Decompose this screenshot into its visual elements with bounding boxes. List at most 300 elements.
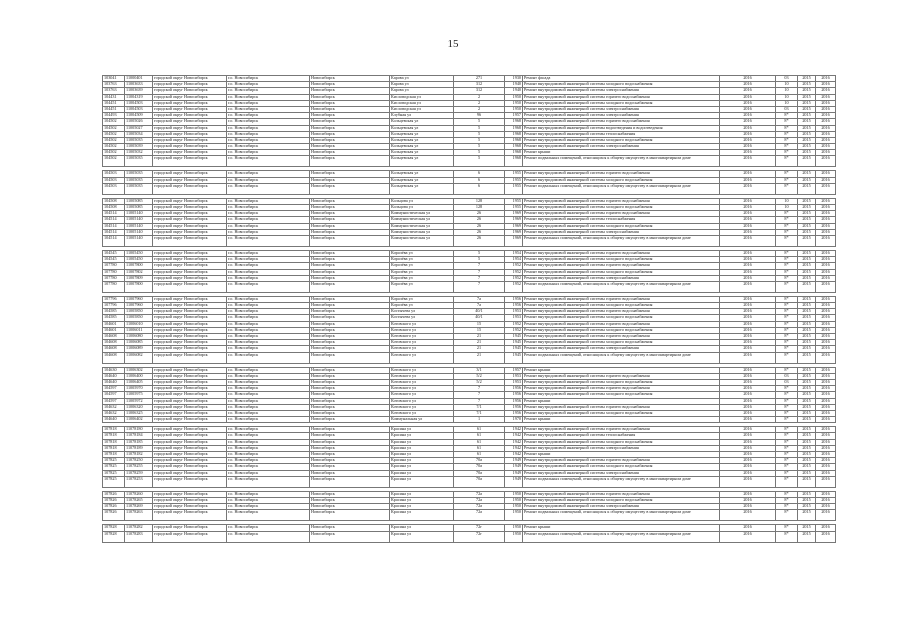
cell-house-id: 104503 xyxy=(103,177,125,183)
cell-start-year: 2015 xyxy=(798,171,816,177)
cell-street-name: Коммунистическая ул xyxy=(390,223,454,229)
cell-house-number: 72г xyxy=(454,525,505,531)
cell-work-code: 8* xyxy=(776,334,798,340)
cell-start-year: 2015 xyxy=(798,392,816,398)
cell-city-name: Новосибирск xyxy=(310,433,390,439)
cell-end-year: 2016 xyxy=(816,340,836,346)
cell-district-name: городской округ Новосибирск xyxy=(153,427,227,433)
cell-work-id: 11005035 xyxy=(125,137,153,143)
cell-work-id: 11005035 xyxy=(125,177,153,183)
cell-work-code: 8* xyxy=(776,445,798,451)
cell-street-name: Котовского ул xyxy=(390,373,454,379)
cell-work-id: 11006080 xyxy=(125,334,153,340)
cell-start-year: 2015 xyxy=(798,386,816,392)
cell-work-type: Ремонт крыши xyxy=(523,525,720,531)
cell-street-name: Коммунистическая ул xyxy=(390,229,454,235)
cell-work-code: 03 xyxy=(776,379,798,385)
cell-city-name: Новосибирск xyxy=(310,417,390,423)
cell-municipality-name: г.о. Новосибирск xyxy=(227,119,310,125)
cell-start-year: 2015 xyxy=(798,346,816,352)
cell-street-name: Котовского ул xyxy=(390,340,454,346)
cell-work-type: Ремонт внутридомовой инженерной системы горячего водоснабжения xyxy=(523,296,720,302)
cell-start-year: 2015 xyxy=(798,433,816,439)
cell-plan-year: 2016 xyxy=(720,340,776,346)
cell-plan-year: 2016 xyxy=(720,113,776,119)
cell-work-code: 8* xyxy=(776,386,798,392)
cell-municipality-name: г.о. Новосибирск xyxy=(227,327,310,333)
cell-start-year: 2015 xyxy=(798,156,816,167)
cell-work-code: 10 xyxy=(776,198,798,204)
cell-start-year: 2015 xyxy=(798,150,816,156)
cell-build-year: 1952 xyxy=(505,269,523,275)
cell-work-type: Ремонт внутридомовой инженерной системы горячего водоснабжения xyxy=(523,171,720,177)
cell-work-code: 8* xyxy=(776,269,798,275)
cell-work-id: 11078265 xyxy=(125,497,153,503)
cell-house-id: 107826 xyxy=(103,491,125,497)
cell-district-name: городской округ Новосибирск xyxy=(153,346,227,352)
cell-house-id: 104608 xyxy=(103,334,125,340)
cell-street-name: Котовского ул xyxy=(390,334,454,340)
cell-municipality-name: г.о. Новосибирск xyxy=(227,531,310,542)
cell-district-name: городской округ Новосибирск xyxy=(153,106,227,112)
cell-plan-year: 2016 xyxy=(720,504,776,510)
cell-work-code: 8* xyxy=(776,491,798,497)
cell-work-id: 11006302 xyxy=(125,367,153,373)
cell-house-id: 104630 xyxy=(103,367,125,373)
cell-work-id: 11005975 xyxy=(125,392,153,398)
cell-start-year: 2015 xyxy=(798,410,816,416)
cell-municipality-name: г.о. Новосибирск xyxy=(227,235,310,246)
cell-work-type: Ремонт подвальных помещений, относящихся к общему имуществу в многоквартирном доме xyxy=(523,510,720,521)
cell-district-name: городской округ Новосибирск xyxy=(153,171,227,177)
cell-house-id: 104451 xyxy=(103,100,125,106)
cell-city-name: Новосибирск xyxy=(310,183,390,194)
cell-city-name: Новосибирск xyxy=(310,205,390,211)
cell-street-name: Котовского ул xyxy=(390,404,454,410)
cell-work-id: 11006325 xyxy=(125,410,153,416)
cell-street-name: Королёва ул xyxy=(390,250,454,256)
cell-work-id: 11004503 xyxy=(125,100,153,106)
cell-house-number: 7/1 xyxy=(454,404,505,410)
cell-end-year: 2016 xyxy=(816,263,836,269)
cell-start-year: 2015 xyxy=(798,183,816,194)
cell-district-name: городской округ Новосибирск xyxy=(153,392,227,398)
cell-plan-year: 2016 xyxy=(720,76,776,82)
cell-plan-year: 2016 xyxy=(720,334,776,340)
cell-work-type: Ремонт внутридомовой инженерной системы холодного водоснабжения xyxy=(523,379,720,385)
cell-municipality-name: г.о. Новосибирск xyxy=(227,94,310,100)
cell-city-name: Новосибирск xyxy=(310,263,390,269)
cell-house-id: 107780 xyxy=(103,275,125,281)
cell-end-year: 2016 xyxy=(816,137,836,143)
cell-work-type: Ремонт внутридомовой инженерной системы горячего водоснабжения xyxy=(523,250,720,256)
cell-house-number: 26 xyxy=(454,217,505,223)
table-row xyxy=(103,281,836,292)
cell-end-year: 2016 xyxy=(816,417,836,423)
cell-house-id: 103041 xyxy=(103,76,125,82)
cell-district-name: городской округ Новосибирск xyxy=(153,94,227,100)
cell-work-type: Ремонт внутридомовой инженерной системы холодного водоснабжения xyxy=(523,303,720,309)
cell-work-code: 8* xyxy=(776,404,798,410)
cell-build-year: 1950 xyxy=(505,106,523,112)
cell-plan-year: 2016 xyxy=(720,386,776,392)
cell-city-name: Новосибирск xyxy=(310,439,390,445)
cell-work-type: Ремонт внутридомовой инженерной системы холодного водоснабжения xyxy=(523,327,720,333)
cell-work-code: 8* xyxy=(776,417,798,423)
cell-city-name: Новосибирск xyxy=(310,275,390,281)
cell-build-year: 1950 xyxy=(505,531,523,542)
cell-house-number: 26 xyxy=(454,211,505,217)
cell-city-name: Новосибирск xyxy=(310,504,390,510)
cell-work-id: 11007809 xyxy=(125,275,153,281)
cell-district-name: городской округ Новосибирск xyxy=(153,417,227,423)
cell-street-name: Котовского ул xyxy=(390,367,454,373)
cell-build-year: 1940 xyxy=(505,88,523,94)
cell-start-year: 2015 xyxy=(798,88,816,94)
table-row xyxy=(103,531,836,542)
cell-city-name: Новосибирск xyxy=(310,464,390,470)
cell-house-id: 104502 xyxy=(103,125,125,131)
cell-work-code: 8* xyxy=(776,398,798,404)
cell-house-id: 107826 xyxy=(103,510,125,521)
cell-district-name: городской округ Новосибирск xyxy=(153,470,227,476)
cell-work-code: 8* xyxy=(776,275,798,281)
cell-work-type: Ремонт подвальных помещений, относящихся к общему имуществу в многоквартирном доме xyxy=(523,235,720,246)
cell-house-number: 5 xyxy=(454,144,505,150)
cell-street-name: Кисловодская ул xyxy=(390,100,454,106)
cell-start-year: 2015 xyxy=(798,263,816,269)
cell-build-year: 1969 xyxy=(505,235,523,246)
cell-municipality-name: г.о. Новосибирск xyxy=(227,156,310,167)
cell-city-name: Новосибирск xyxy=(310,76,390,82)
cell-house-number: 5 xyxy=(454,150,505,156)
cell-house-id: 104514 xyxy=(103,211,125,217)
table-row xyxy=(103,476,836,487)
cell-start-year: 2015 xyxy=(798,211,816,217)
cell-city-name: Новосибирск xyxy=(310,470,390,476)
cell-street-name: Красина ул xyxy=(390,458,454,464)
cell-work-code: 8* xyxy=(776,119,798,125)
cell-work-type: Ремонт подвальных помещений, относящихся к общему имуществу в многоквартирном доме xyxy=(523,156,720,167)
cell-start-year: 2015 xyxy=(798,510,816,521)
cell-build-year: 1942 xyxy=(505,439,523,445)
cell-end-year: 2016 xyxy=(816,525,836,531)
cell-end-year: 2016 xyxy=(816,439,836,445)
cell-house-number: 271 xyxy=(454,76,505,82)
cell-build-year: 1949 xyxy=(505,476,523,487)
cell-end-year: 2016 xyxy=(816,504,836,510)
cell-district-name: городской округ Новосибирск xyxy=(153,327,227,333)
cell-house-number: 61 xyxy=(454,433,505,439)
cell-work-id: 11004319 xyxy=(125,94,153,100)
cell-house-number: 70а xyxy=(454,458,505,464)
cell-house-id: 104508 xyxy=(103,198,125,204)
cell-work-code: 8* xyxy=(776,321,798,327)
cell-house-number: 3/1 xyxy=(454,367,505,373)
cell-build-year: 1952 xyxy=(505,281,523,292)
cell-work-id: 11005140 xyxy=(125,217,153,223)
cell-build-year: 1950 xyxy=(505,510,523,521)
cell-district-name: городской округ Новосибирск xyxy=(153,386,227,392)
cell-house-number: 7 xyxy=(454,275,505,281)
cell-start-year: 2015 xyxy=(798,100,816,106)
cell-street-name: Красина ул xyxy=(390,470,454,476)
cell-district-name: городской округ Новосибирск xyxy=(153,263,227,269)
cell-district-name: городской округ Новосибирск xyxy=(153,198,227,204)
cell-work-type: Ремонт внутридомовой инженерной системы горячего водоснабжения xyxy=(523,458,720,464)
cell-start-year: 2015 xyxy=(798,94,816,100)
cell-plan-year: 2016 xyxy=(720,229,776,235)
cell-street-name: Кольцевская ул xyxy=(390,156,454,167)
cell-work-type: Ремонт внутридомовой инженерной системы горячего водоснабжения xyxy=(523,309,720,315)
cell-work-code: 8* xyxy=(776,504,798,510)
cell-city-name: Новосибирск xyxy=(310,250,390,256)
cell-work-id: 11005450 xyxy=(125,250,153,256)
cell-house-number: 7а xyxy=(454,296,505,302)
cell-house-id: 107818 xyxy=(103,427,125,433)
cell-district-name: городской округ Новосибирск xyxy=(153,379,227,385)
cell-build-year: 1969 xyxy=(505,229,523,235)
cell-build-year: 1955 xyxy=(505,183,523,194)
cell-end-year: 2016 xyxy=(816,144,836,150)
cell-municipality-name: г.о. Новосибирск xyxy=(227,340,310,346)
cell-district-name: городской округ Новосибирск xyxy=(153,82,227,88)
cell-district-name: городской округ Новосибирск xyxy=(153,525,227,531)
cell-city-name: Новосибирск xyxy=(310,452,390,458)
cell-city-name: Новосибирск xyxy=(310,303,390,309)
cell-municipality-name: г.о. Новосибирск xyxy=(227,217,310,223)
cell-district-name: городской округ Новосибирск xyxy=(153,275,227,281)
cell-plan-year: 2016 xyxy=(720,464,776,470)
cell-work-type: Ремонт внутридомовой инженерной системы горячего водоснабжения xyxy=(523,119,720,125)
cell-build-year: 1968 xyxy=(505,144,523,150)
cell-work-id: 11078255 xyxy=(125,464,153,470)
cell-start-year: 2015 xyxy=(798,445,816,451)
cell-municipality-name: г.о. Новосибирск xyxy=(227,229,310,235)
cell-municipality-name: г.о. Новосибирск xyxy=(227,76,310,82)
cell-build-year: 1945 xyxy=(505,352,523,363)
cell-end-year: 2016 xyxy=(816,346,836,352)
cell-house-id: 104640 xyxy=(103,379,125,385)
cell-house-id: 104585 xyxy=(103,315,125,321)
cell-start-year: 2015 xyxy=(798,113,816,119)
cell-municipality-name: г.о. Новосибирск xyxy=(227,296,310,302)
cell-house-id: 104585 xyxy=(103,309,125,315)
cell-municipality-name: г.о. Новосибирск xyxy=(227,223,310,229)
cell-street-name: Королёва ул xyxy=(390,275,454,281)
cell-municipality-name: г.о. Новосибирск xyxy=(227,137,310,143)
cell-work-code: 03 xyxy=(776,76,798,82)
cell-work-id: 11004503 xyxy=(125,106,153,112)
cell-house-number: 72а xyxy=(454,510,505,521)
cell-city-name: Новосибирск xyxy=(310,156,390,167)
cell-start-year: 2015 xyxy=(798,476,816,487)
cell-district-name: городской округ Новосибирск xyxy=(153,334,227,340)
cell-house-number: 7 xyxy=(454,269,505,275)
cell-start-year: 2015 xyxy=(798,373,816,379)
cell-work-id: 11007960 xyxy=(125,296,153,302)
cell-work-type: Ремонт внутридомовой инженерной системы электроснабжения xyxy=(523,346,720,352)
cell-work-code: 8* xyxy=(776,340,798,346)
cell-municipality-name: г.о. Новосибирск xyxy=(227,386,310,392)
cell-house-number: 5 xyxy=(454,125,505,131)
cell-street-name: Котовского ул xyxy=(390,346,454,352)
cell-end-year: 2016 xyxy=(816,327,836,333)
cell-plan-year: 2016 xyxy=(720,269,776,275)
cell-build-year: 1956 xyxy=(505,398,523,404)
cell-plan-year: 2016 xyxy=(720,275,776,281)
cell-work-id: 11005850 xyxy=(125,309,153,315)
cell-city-name: Новосибирск xyxy=(310,373,390,379)
cell-district-name: городской округ Новосибирск xyxy=(153,433,227,439)
cell-work-id: 11005039 xyxy=(125,144,153,150)
cell-work-code: 8* xyxy=(776,439,798,445)
cell-work-type: Ремонт внутридомовой инженерной системы холодного водоснабжения xyxy=(523,137,720,143)
cell-house-id: 107828 xyxy=(103,525,125,531)
cell-city-name: Новосибирск xyxy=(310,386,390,392)
cell-municipality-name: г.о. Новосибирск xyxy=(227,367,310,373)
cell-work-type: Ремонт внутридомовой инженерной системы горячего водоснабжения xyxy=(523,198,720,204)
cell-end-year: 2016 xyxy=(816,211,836,217)
cell-house-id: 107818 xyxy=(103,439,125,445)
cell-municipality-name: г.о. Новосибирск xyxy=(227,491,310,497)
cell-house-id: 104451 xyxy=(103,106,125,112)
cell-plan-year: 2016 xyxy=(720,235,776,246)
cell-build-year: 1954 xyxy=(505,250,523,256)
cell-house-id: 104601 xyxy=(103,327,125,333)
cell-work-code: 8* xyxy=(776,510,798,521)
cell-house-number: 72г xyxy=(454,531,505,542)
cell-start-year: 2015 xyxy=(798,223,816,229)
cell-district-name: городской округ Новосибирск xyxy=(153,205,227,211)
cell-municipality-name: г.о. Новосибирск xyxy=(227,433,310,439)
cell-house-id: 104502 xyxy=(103,150,125,156)
cell-district-name: городской округ Новосибирск xyxy=(153,144,227,150)
cell-work-id: 11005140 xyxy=(125,223,153,229)
cell-district-name: городской округ Новосибирск xyxy=(153,156,227,167)
cell-city-name: Новосибирск xyxy=(310,476,390,487)
cell-street-name: Котовского ул xyxy=(390,321,454,327)
cell-plan-year: 2016 xyxy=(720,223,776,229)
cell-plan-year: 2016 xyxy=(720,491,776,497)
cell-street-name: Котовского ул xyxy=(390,392,454,398)
cell-work-type: Ремонт крыши xyxy=(523,398,720,404)
cell-end-year: 2016 xyxy=(816,386,836,392)
cell-start-year: 2015 xyxy=(798,205,816,211)
cell-work-code: 8* xyxy=(776,171,798,177)
cell-work-id: 11006089 xyxy=(125,346,153,352)
cell-work-code: 8* xyxy=(776,177,798,183)
cell-end-year: 2016 xyxy=(816,531,836,542)
cell-build-year: 1968 xyxy=(505,125,523,131)
cell-work-code: 8* xyxy=(776,223,798,229)
cell-municipality-name: г.о. Новосибирск xyxy=(227,100,310,106)
cell-house-id: 104601 xyxy=(103,321,125,327)
cell-work-code: 8* xyxy=(776,263,798,269)
cell-work-id: 11005027 xyxy=(125,125,153,131)
cell-build-year: 1945 xyxy=(505,340,523,346)
cell-plan-year: 2016 xyxy=(720,470,776,476)
cell-end-year: 2016 xyxy=(816,269,836,275)
cell-end-year: 2016 xyxy=(816,82,836,88)
cell-work-id: 11078250 xyxy=(125,458,153,464)
cell-city-name: Новосибирск xyxy=(310,229,390,235)
cell-district-name: городской округ Новосибирск xyxy=(153,315,227,321)
cell-district-name: городской округ Новосибирск xyxy=(153,445,227,451)
cell-work-id: 11006320 xyxy=(125,404,153,410)
cell-house-number: 26 xyxy=(454,229,505,235)
cell-street-name: Кольцевская ул xyxy=(390,144,454,150)
cell-municipality-name: г.о. Новосибирск xyxy=(227,417,310,423)
cell-plan-year: 2016 xyxy=(720,177,776,183)
cell-end-year: 2016 xyxy=(816,223,836,229)
cell-start-year: 2015 xyxy=(798,217,816,223)
cell-district-name: городской округ Новосибирск xyxy=(153,476,227,487)
cell-city-name: Новосибирск xyxy=(310,346,390,352)
cell-work-type: Ремонт внутридомовой инженерной системы электроснабжения xyxy=(523,275,720,281)
cell-municipality-name: г.о. Новосибирск xyxy=(227,439,310,445)
cell-street-name: Красина ул xyxy=(390,427,454,433)
cell-plan-year: 2016 xyxy=(720,82,776,88)
cell-work-id: 11005035 xyxy=(125,171,153,177)
cell-district-name: городской округ Новосибирск xyxy=(153,223,227,229)
cell-city-name: Новосибирск xyxy=(310,269,390,275)
cell-work-type: Ремонт фасада xyxy=(523,76,720,82)
cell-work-code: 8* xyxy=(776,235,798,246)
cell-work-code: 8* xyxy=(776,250,798,256)
cell-work-type: Ремонт подвальных помещений, относящихся к общему имуществу в многоквартирном доме xyxy=(523,352,720,363)
cell-house-number: 15 xyxy=(454,321,505,327)
cell-municipality-name: г.о. Новосибирск xyxy=(227,205,310,211)
cell-work-code: 8* xyxy=(776,531,798,542)
cell-work-type: Ремонт крыши xyxy=(523,367,720,373)
table-row xyxy=(103,183,836,194)
cell-work-id: 11078260 xyxy=(125,491,153,497)
register-table xyxy=(102,75,836,543)
cell-work-id: 11005140 xyxy=(125,229,153,235)
cell-house-number: 5 xyxy=(454,119,505,125)
cell-city-name: Новосибирск xyxy=(310,88,390,94)
cell-start-year: 2015 xyxy=(798,144,816,150)
cell-house-number: 312 xyxy=(454,82,505,88)
cell-work-id: 11005035 xyxy=(125,183,153,194)
cell-plan-year: 2016 xyxy=(720,531,776,542)
cell-district-name: городской округ Новосибирск xyxy=(153,340,227,346)
cell-work-id: 11005085 xyxy=(125,205,153,211)
cell-plan-year: 2016 xyxy=(720,373,776,379)
cell-end-year: 2016 xyxy=(816,131,836,137)
cell-street-name: Красина ул xyxy=(390,497,454,503)
cell-district-name: городской округ Новосибирск xyxy=(153,211,227,217)
cell-municipality-name: г.о. Новосибирск xyxy=(227,373,310,379)
cell-city-name: Новосибирск xyxy=(310,367,390,373)
cell-work-type: Ремонт внутридомовой инженерной системы холодного водоснабжения xyxy=(523,315,720,321)
cell-work-code: 8* xyxy=(776,125,798,131)
cell-work-code: 8* xyxy=(776,150,798,156)
cell-work-code: 10 xyxy=(776,100,798,106)
cell-start-year: 2015 xyxy=(798,504,816,510)
cell-work-code: 8* xyxy=(776,346,798,352)
cell-plan-year: 2016 xyxy=(720,367,776,373)
cell-municipality-name: г.о. Новосибирск xyxy=(227,257,310,263)
cell-work-code: 8* xyxy=(776,525,798,531)
cell-work-type: Ремонт внутридомовой инженерной системы электроснабжения xyxy=(523,113,720,119)
cell-city-name: Новосибирск xyxy=(310,491,390,497)
cell-build-year: 1954 xyxy=(505,257,523,263)
cell-district-name: городской округ Новосибирск xyxy=(153,113,227,119)
cell-street-name: Кольцевская ул xyxy=(390,131,454,137)
cell-municipality-name: г.о. Новосибирск xyxy=(227,404,310,410)
